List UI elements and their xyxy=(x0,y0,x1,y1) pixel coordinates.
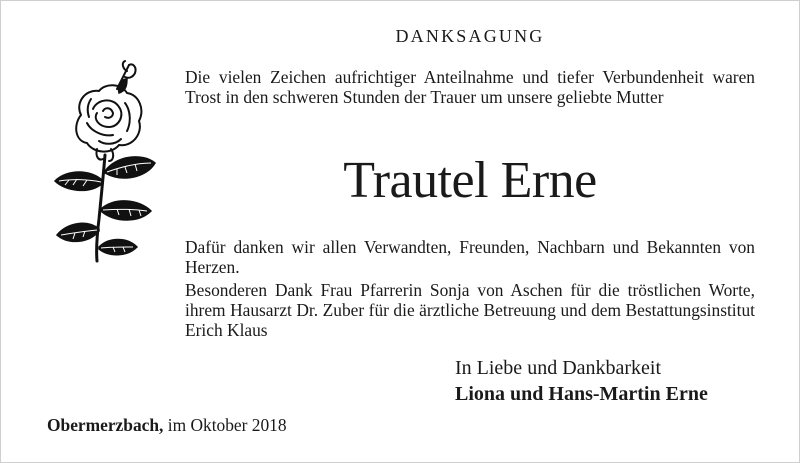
rose-icon xyxy=(47,59,171,263)
closing-block xyxy=(455,355,755,407)
date: im Oktober 2018 xyxy=(167,415,287,435)
closing-line: In Liebe und Dankbarkeit xyxy=(455,357,662,379)
thanks-paragraph-1: Dafür danken wir allen Verwandten, Freunden, Nachbarn und Bekannten von Herzen. xyxy=(185,237,755,277)
deceased-name: Trautel Erne xyxy=(343,152,597,209)
heading-danksagung: DANKSAGUNG xyxy=(395,26,545,46)
thanks-paragraph-2: Besonderen Dank Frau Pfarrerin Sonja von Aschen für die tröstlichen Worte, ihrem Hausarzt Dr. Zuber für die ärztliche Betreuung und dem Bestattungsinstitut Erich Klaus xyxy=(185,280,755,340)
intro-paragraph: Die vielen Zeichen aufrichtiger Anteilnahme und tiefer Verbundenheit waren Trost in den schweren Stunden der Trauer um unsere geliebte Mutter xyxy=(185,67,755,107)
place: Obermerzbach, xyxy=(47,415,164,435)
place-date xyxy=(47,414,287,436)
signers: Liona und Hans-Martin Erne xyxy=(455,383,708,405)
